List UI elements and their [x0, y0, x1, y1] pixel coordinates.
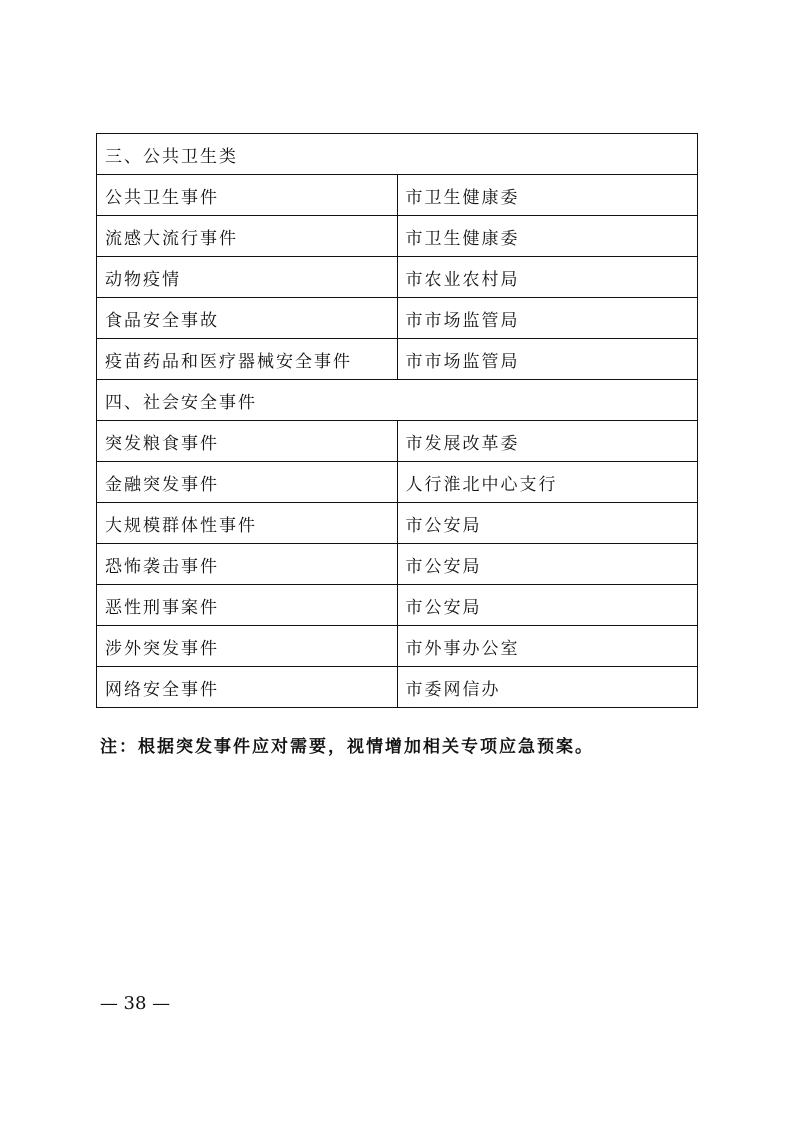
- footnote: 注：根据突发事件应对需要，视情增加相关专项应急预案。: [100, 737, 594, 757]
- table-row: [97, 626, 698, 667]
- table-body: [97, 134, 698, 708]
- table-row: [97, 298, 698, 339]
- event-type-cell: 恐怖袭击事件: [97, 544, 398, 585]
- table-row: [97, 339, 698, 380]
- lead-agency-cell: 市卫生健康委: [397, 216, 698, 257]
- event-type-cell: 恶性刑事案件: [97, 585, 398, 626]
- event-type-cell: 网络安全事件: [97, 667, 398, 708]
- table-row: [97, 257, 698, 298]
- lead-agency-cell: 市公安局: [397, 503, 698, 544]
- event-type-cell: 疫苗药品和医疗器械安全事件: [97, 339, 398, 380]
- page-number: — 38 —: [99, 993, 171, 1014]
- event-type-cell: 食品安全事故: [97, 298, 398, 339]
- table-row: [97, 503, 698, 544]
- lead-agency-cell: 市卫生健康委: [397, 175, 698, 216]
- lead-agency-cell: 市发展改革委: [397, 421, 698, 462]
- event-type-cell: 大规模群体性事件: [97, 503, 398, 544]
- emergency-plan-table: [96, 133, 698, 708]
- table-row: [97, 667, 698, 708]
- lead-agency-cell: 人行淮北中心支行: [397, 462, 698, 503]
- event-type-cell: 涉外突发事件: [97, 626, 398, 667]
- table-row: [97, 585, 698, 626]
- lead-agency-cell: 市公安局: [397, 544, 698, 585]
- lead-agency-cell: 市委网信办: [397, 667, 698, 708]
- lead-agency-cell: 市外事办公室: [397, 626, 698, 667]
- section-heading-row: [97, 134, 698, 175]
- table-row: [97, 462, 698, 503]
- table-row: [97, 216, 698, 257]
- event-type-cell: 金融突发事件: [97, 462, 398, 503]
- table-row: [97, 421, 698, 462]
- lead-agency-cell: 市农业农村局: [397, 257, 698, 298]
- lead-agency-cell: 市市场监管局: [397, 298, 698, 339]
- event-type-cell: 突发粮食事件: [97, 421, 398, 462]
- event-type-cell: 流感大流行事件: [97, 216, 398, 257]
- section-heading-row: [97, 380, 698, 421]
- lead-agency-cell: 市公安局: [397, 585, 698, 626]
- event-type-cell: 动物疫情: [97, 257, 398, 298]
- table-row: [97, 544, 698, 585]
- section-heading: 三、公共卫生类: [97, 134, 698, 175]
- section-heading: 四、社会安全事件: [97, 380, 698, 421]
- table-row: [97, 175, 698, 216]
- lead-agency-cell: 市市场监管局: [397, 339, 698, 380]
- event-type-cell: 公共卫生事件: [97, 175, 398, 216]
